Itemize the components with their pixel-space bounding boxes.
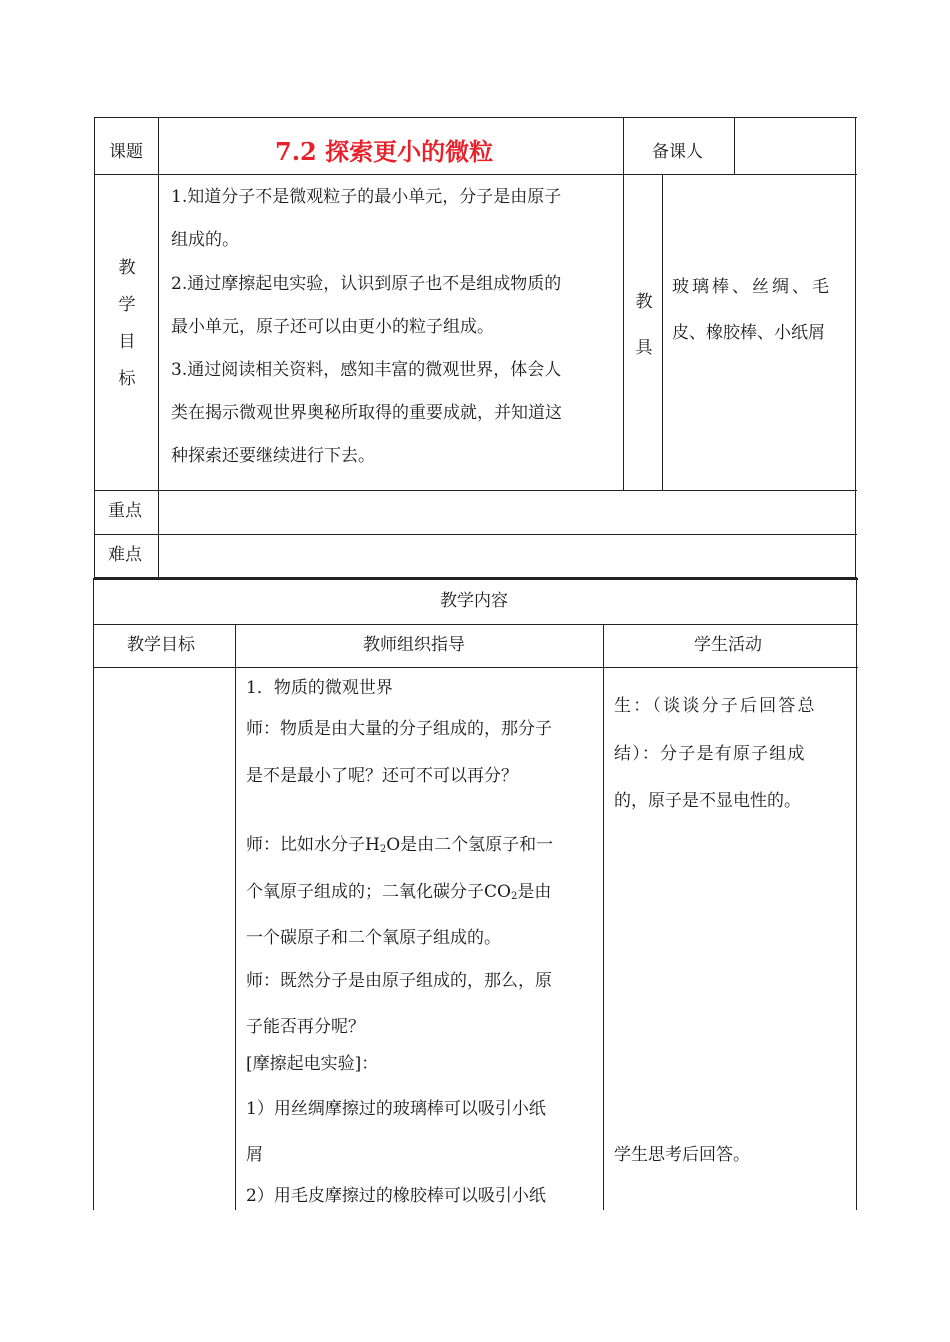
tools-line: 皮、橡胶棒、小纸屑 [672,323,825,343]
column-header-teacher: 教师组织指导 [363,635,465,655]
teacher-line: 2）用毛皮摩擦过的橡胶棒可以吸引小纸 [246,1186,546,1206]
key-point-label: 重点 [108,501,142,521]
objectives-label-char: 学 [118,295,136,315]
teacher-text: 是由二个氢原子和 [400,835,537,855]
objectives-label-char: 标 [118,369,136,389]
teacher-text: 师：比如水分子 [246,835,365,855]
tools-label-char: 教 [635,292,653,312]
objective-line: 1.知道分子不是微观粒子的最小单元，分子是由原子 [171,187,562,207]
objectives-label-char: 教 [118,258,136,278]
student-line: 生：（谈谈分子后回答总 [614,696,817,716]
co2-formula: $CO_2$ [484,882,518,902]
objective-line: 种探索还要继续进行下去。 [171,446,375,466]
preparer-label: 备课人 [652,142,703,162]
teacher-text: 是由 [517,882,552,902]
course-label: 课题 [109,142,143,162]
objective-line: 组成的。 [171,230,239,250]
column-header-objectives: 教学目标 [127,635,195,655]
teacher-line: 子能否再分呢？ [246,1017,365,1037]
difficulty-label: 难点 [108,545,142,565]
tools-label-char: 具 [635,338,653,358]
teacher-text: 一 [536,835,554,855]
student-answer: 学生思考后回答。 [614,1145,750,1165]
objective-line: 最小单元，原子还可以由更小的粒子组成。 [171,317,494,337]
teacher-line: 屑 [246,1145,263,1165]
teacher-line [246,830,553,855]
teacher-line: 一个碳原子和二个氧原子组成的。 [246,928,501,948]
objectives-label-char: 目 [118,332,136,352]
teacher-text: 个氧原子组成的；二氧化碳分子 [246,882,484,902]
page-title: 7.2 探索更小的微粒 [275,137,494,166]
teacher-line: 是不是最小了呢？还可不可以再分？ [246,766,518,786]
teacher-line: [摩擦起电实验]： [246,1054,379,1074]
objective-line: 类在揭示微观世界奥秘所取得的重要成就，并知道这 [171,403,562,423]
h2o-formula: $H_2O$ [365,835,401,855]
column-header-student: 学生活动 [694,635,762,655]
teacher-line: 1．物质的微观世界 [246,678,393,698]
teacher-line [246,877,551,902]
objective-line: 3.通过阅读相关资料，感知丰富的微观世界，体会人 [171,360,562,380]
objective-line: 2.通过摩擦起电实验，认识到原子也不是组成物质的 [171,274,562,294]
teacher-line: 师：既然分子是由原子组成的，那么，原 [246,971,552,991]
student-line: 结）：分子是有原子组成 [614,744,806,764]
section-title: 教学内容 [440,591,508,611]
tools-line: 玻璃棒、丝绸、毛 [672,277,832,297]
student-line: 的，原子是不显电性的。 [614,791,801,811]
teacher-line: 1）用丝绸摩擦过的玻璃棒可以吸引小纸 [246,1099,546,1119]
teacher-line: 师：物质是由大量的分子组成的，那分子 [246,719,552,739]
